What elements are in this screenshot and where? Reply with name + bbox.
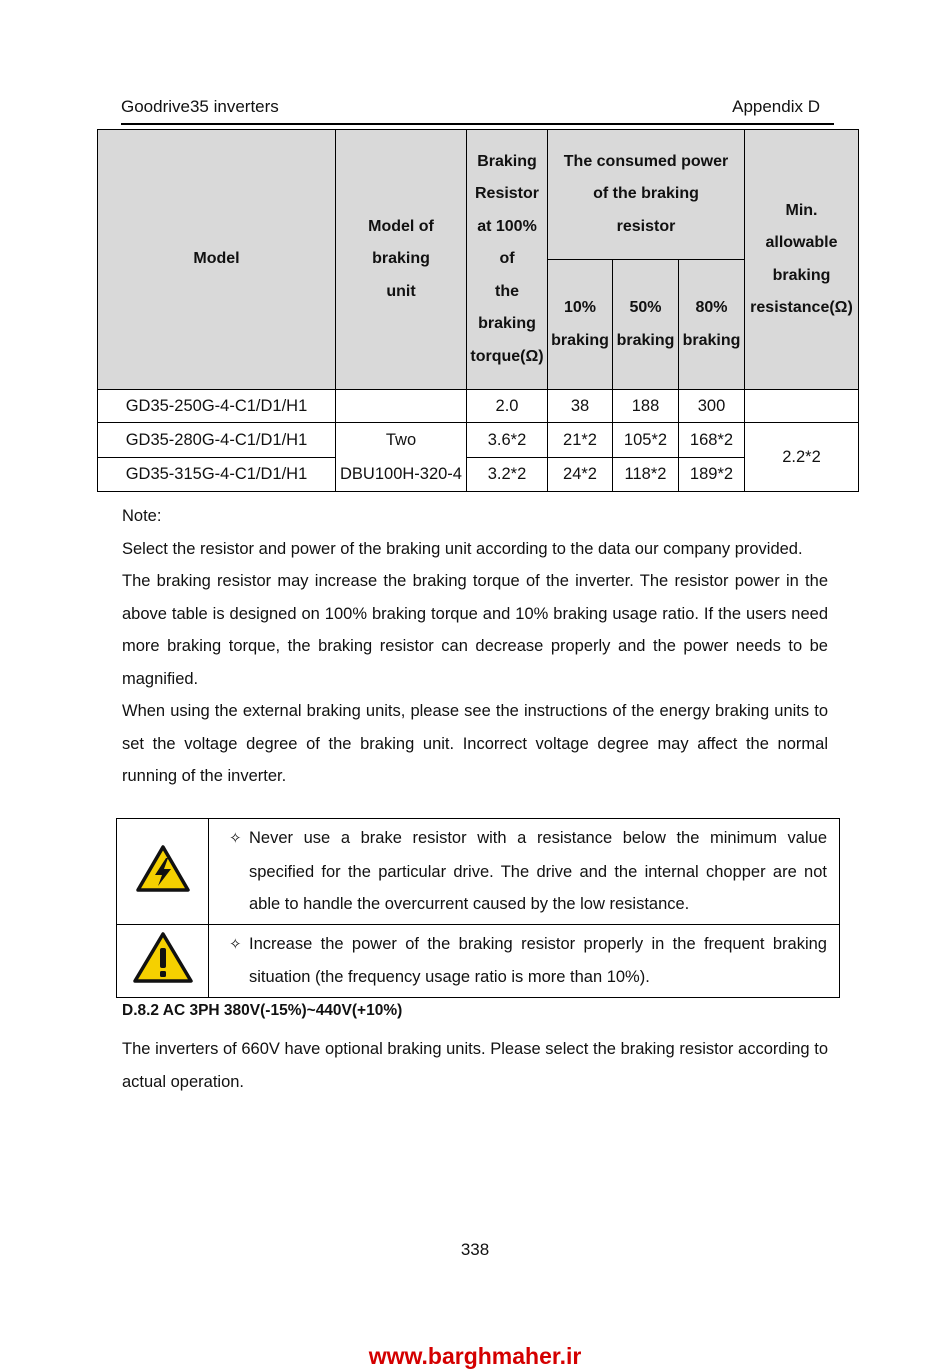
note-paragraph: When using the external braking units, please see the instructions of the energy braking units to set the voltage degree of the braking unit. Incorrect voltage degree may affect the normal running of the inverter. xyxy=(122,702,828,785)
cell-model: GD35-250G-4-C1/D1/H1 xyxy=(98,390,336,423)
header-consumed-power: The consumed power of the braking resistor xyxy=(548,130,745,260)
header-80-percent: 80% braking xyxy=(679,260,745,390)
header-section: Appendix D xyxy=(732,97,820,116)
cell-p50: 105*2 xyxy=(613,423,679,458)
header-50-percent: 50% braking xyxy=(613,260,679,390)
cell-p10: 21*2 xyxy=(548,423,613,458)
cell-p80: 168*2 xyxy=(679,423,745,458)
cell-p50: 188 xyxy=(613,390,679,423)
cell-p80: 189*2 xyxy=(679,457,745,492)
note-paragraph: The braking resistor may increase the braking torque of the inverter. The resistor power in the above table is designed on 100% braking torque and 10% braking usage ratio. If the users need more braking torque, the braking resistor can decrease properly and the power needs to be magnified. xyxy=(122,572,828,688)
header-braking-unit: Model of braking unit xyxy=(336,130,467,390)
cell-p10: 24*2 xyxy=(548,457,613,492)
cell-model: GD35-315G-4-C1/D1/H1 xyxy=(98,457,336,492)
cell-model: GD35-280G-4-C1/D1/H1 xyxy=(98,423,336,458)
header-title: Goodrive35 inverters xyxy=(121,97,279,116)
caution-icon xyxy=(132,931,194,985)
warning-text: ✧ Never use a brake resistor with a resistance below the minimum value specified for the particular drive. The drive and the internal chopper are not able to handle the overcurrent caused by the low resistance. xyxy=(209,819,840,925)
table-row xyxy=(98,423,859,458)
section-title: D.8.2 AC 3PH 380V(-15%)~440V(+10%) xyxy=(122,1002,403,1019)
cell-p50: 118*2 xyxy=(613,457,679,492)
cell-min-merged: 2.2*2 xyxy=(745,423,859,492)
section-text: The inverters of 660V have optional braking units. Please select the braking resistor according to actual operation. xyxy=(122,1040,828,1091)
warning-table xyxy=(116,818,840,998)
page-number: 338 xyxy=(460,1240,490,1259)
note-label: Note: xyxy=(122,507,162,525)
header-10-percent: 10% braking xyxy=(548,260,613,390)
header-braking-resistor: Braking Resistor at 100% of the braking torque(Ω) xyxy=(467,130,548,390)
watermark-link[interactable]: www.barghmaher.ir xyxy=(368,1343,582,1369)
cell-resistor: 2.0 xyxy=(467,390,548,423)
note-paragraph: Select the resistor and power of the braking unit according to the data our company provided. xyxy=(122,539,803,558)
electric-hazard-icon xyxy=(135,844,191,894)
cell-p80: 300 xyxy=(679,390,745,423)
cell-p10: 38 xyxy=(548,390,613,423)
cell-unit-empty xyxy=(336,390,467,423)
table-row xyxy=(98,390,859,423)
braking-resistor-table xyxy=(97,129,859,492)
table-row xyxy=(98,457,859,492)
page-header xyxy=(121,95,834,125)
warning-icon-cell xyxy=(117,819,209,925)
header-model: Model xyxy=(98,130,336,390)
cell-min-empty xyxy=(745,390,859,423)
header-min-resistance: Min. allowable braking resistance(Ω) xyxy=(745,130,859,390)
cell-resistor: 3.6*2 xyxy=(467,423,548,458)
cell-resistor: 3.2*2 xyxy=(467,457,548,492)
notes xyxy=(122,500,828,793)
cell-unit-merged: Two DBU100H-320-4 xyxy=(336,423,467,492)
warning-text: ✧ Increase the power of the braking resistor properly in the frequent braking situation (the frequency usage ratio is more than 10%). xyxy=(209,924,840,997)
warning-icon-cell xyxy=(117,924,209,997)
bullet-diamond: ✧ xyxy=(229,935,242,953)
bullet-diamond: ✧ xyxy=(229,830,242,847)
